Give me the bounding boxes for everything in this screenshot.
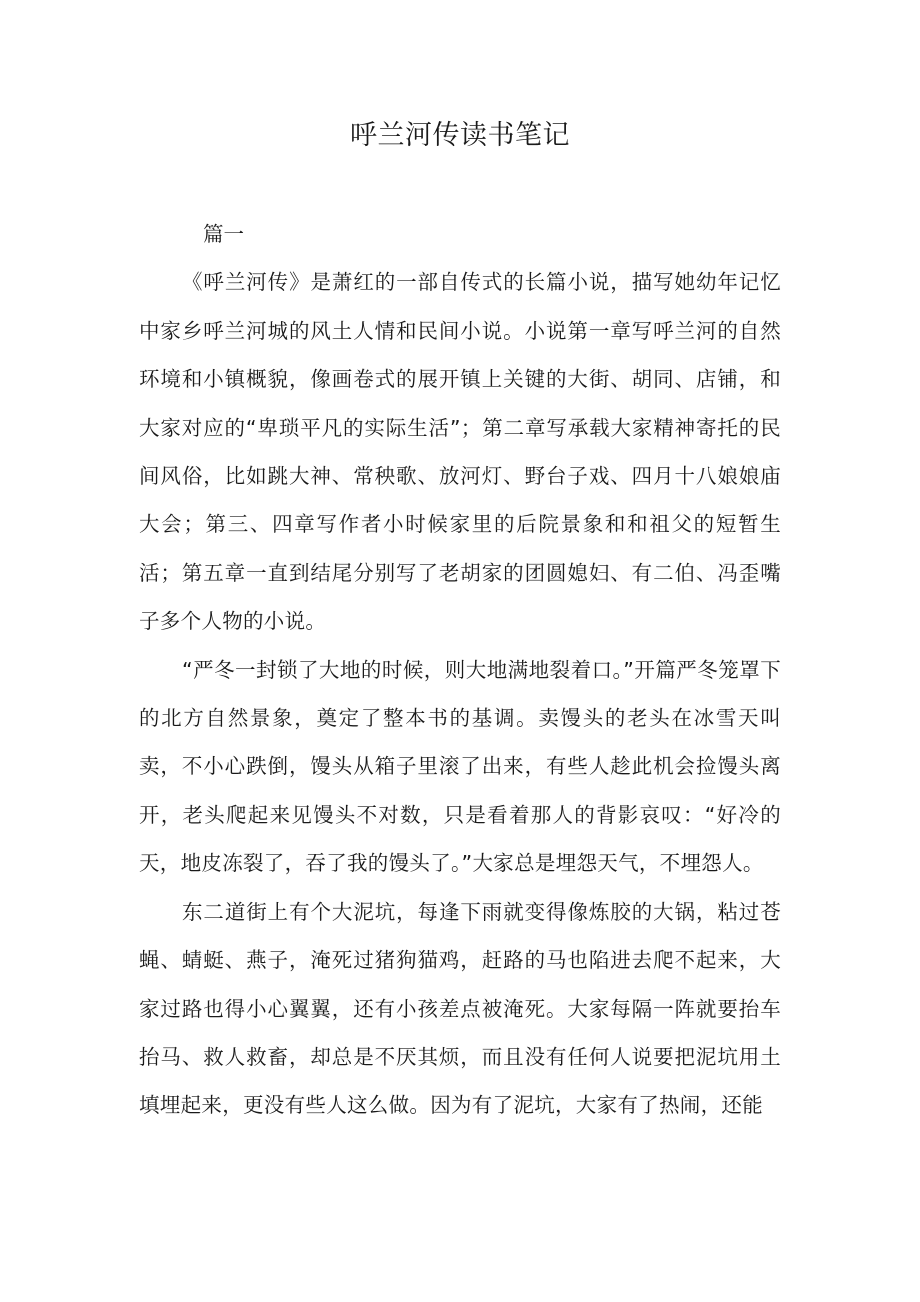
paragraph-3: 东二道街上有个大泥坑，每逢下雨就变得像炼胶的大锅，粘过苍蝇、蜻蜓、燕子，淹死过猪狗猫鸡，赶路的马也陷进去爬不起来，大家过路也得小心翼翼，还有小孩差点被淹死。大家每隔一阵就要抬车抬马、救人救畜，却总是不厌其烦，而且没有任何人说要把泥坑用土填埋起来，更没有些人这么做。因为有了泥坑，大家有了热闹，还能 [139,899,781,1118]
paragraph-1: 《呼兰河传》是萧红的一部自传式的长篇小说，描写她幼年记忆中家乡呼兰河城的风土人情和民间小说。小说第一章写呼兰河的自然环境和小镇概貌，像画卷式的展开镇上关键的大街、胡同、店铺，和大家对应的“卑琐平凡的实际生活”；第二章写承载大家精神寄托的民间风俗，比如跳大神、常秧歌、放河灯、野台子戏、四月十八娘娘庙大会；第三、四章写作者小时候家里的后院景象和和祖父的短暂生活；第五章一直到结尾分别写了老胡家的团圆媳妇、有二伯、冯歪嘴子多个人物的小说。 [139,270,781,634]
paragraph-2: “严冬一封锁了大地的时候，则大地满地裂着口。”开篇严冬笼罩下的北方自然景象，奠定了整本书的基调。卖馒头的老头在冰雪天叫卖，不小心跌倒，馒头从箱子里滚了出来，有些人趁此机会捡馒头离开，老头爬起来见馒头不对数，只是看着那人的背影哀叹：“好冷的天，地皮冻裂了，吞了我的馒头了。”大家总是埋怨天气，不埋怨人。 [139,657,781,876]
document-title: 呼兰河传读书笔记 [350,120,570,151]
section-heading: 篇一 [203,222,244,246]
document-body [139,210,781,1130]
